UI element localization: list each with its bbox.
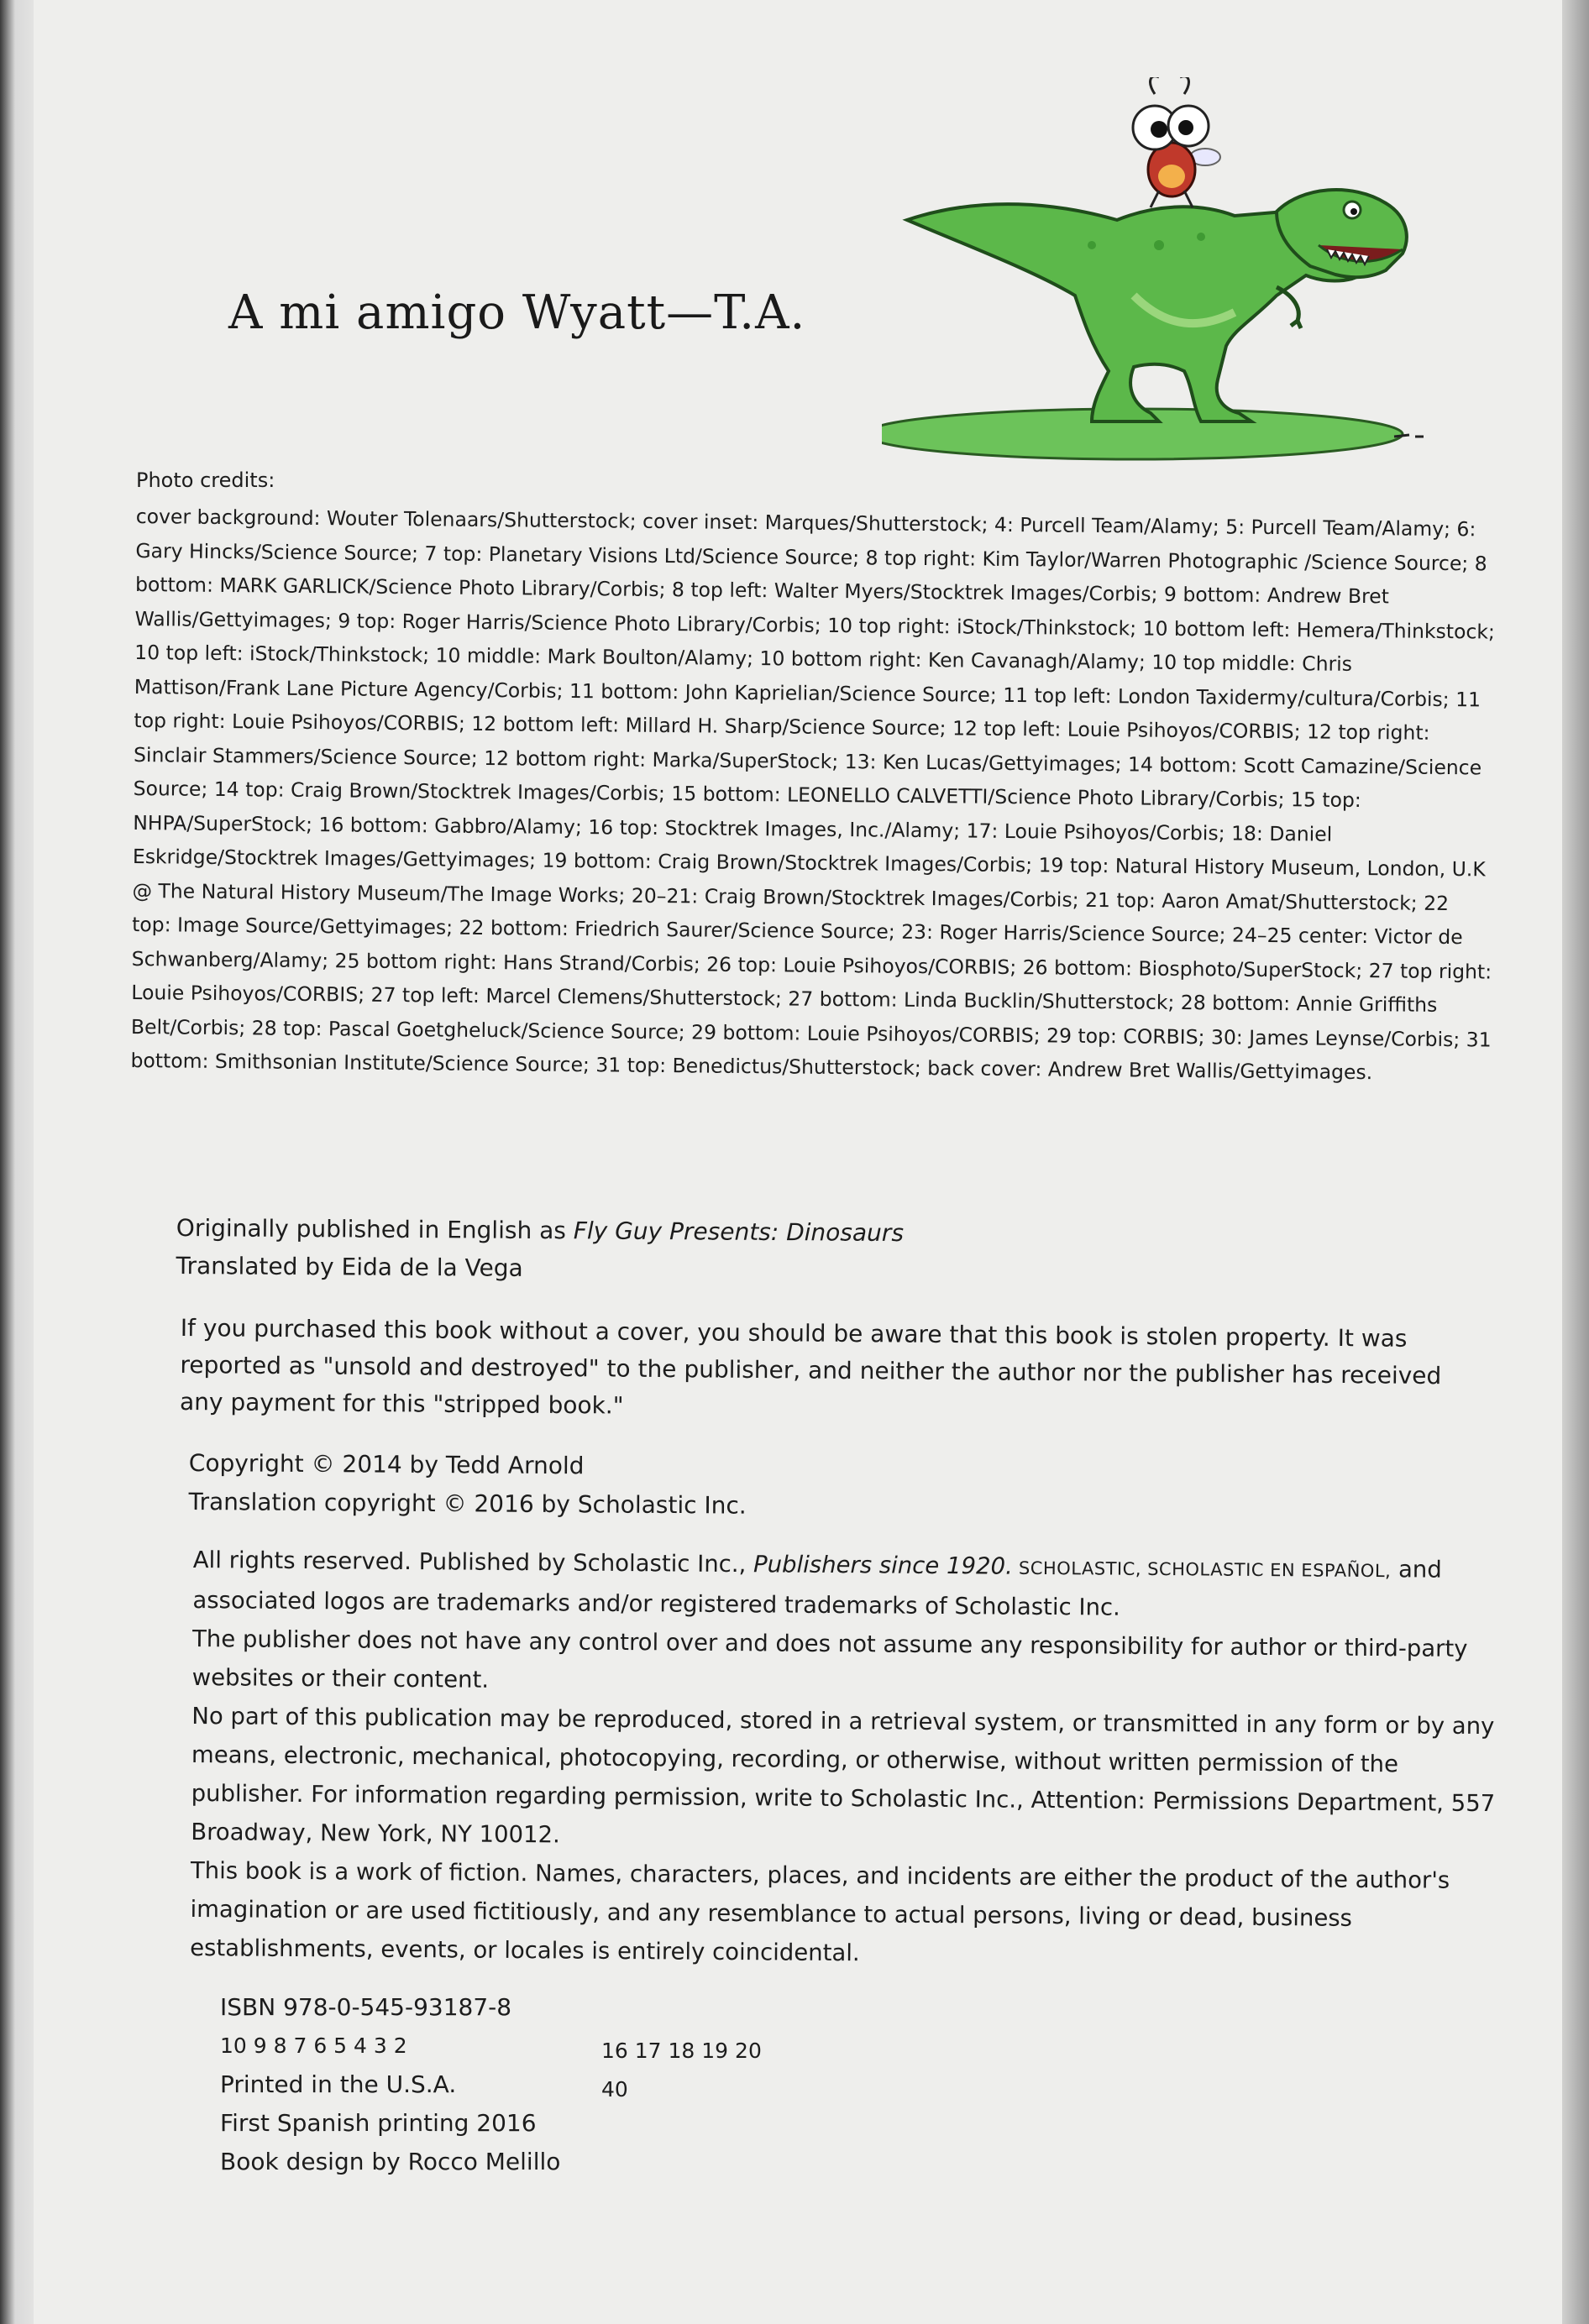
original-publication-line <box>176 1209 904 1252</box>
original-title: Fly Guy Presents: Dinosaurs <box>573 1217 905 1248</box>
rights-p1-italic: Publishers since 1920. <box>753 1551 1013 1580</box>
copyright-block <box>188 1444 747 1526</box>
rights-paragraph-3: No part of this publication may be reproduced, stored in a retrieval system, or transmitted in any form or by any means, electronic, mechanical, photocopying, recording, or otherwise, without written permission of the publisher. For information regarding permission, write to Scholastic Inc., Attention: Permissions Department, 557 Broadway, New York, NY 10012. <box>191 1702 1496 1849</box>
dedication: A mi amigo Wyatt—T.A. <box>228 285 806 340</box>
rights-p1-caps: SCHOLASTIC, SCHOLASTIC EN ESPAÑOL, <box>1012 1557 1392 1582</box>
book-page <box>34 0 1562 2324</box>
publishing-codes <box>601 2032 762 2109</box>
stripped-book-notice: If you purchased this book without a cover, you should be aware that this book is stolen property. It was reported as "unsold and destroyed" to the publisher, and neither the author nor the publisher has received any payment for this "stripped book." <box>179 1313 1442 1420</box>
rights-paragraph-4: This book is a work of fiction. Names, characters, places, and incidents are either the product of the author's imagination or are used fictitiously, and any resemblance to actual persons, living or dead, business establishments, events, or locales is entirely coincidental. <box>190 1856 1450 1967</box>
translator-line: Translated by Eida de la Vega <box>176 1251 523 1282</box>
photo-credits-heading: Photo credits: <box>136 468 275 492</box>
translation-copyright-line: Translation copyright © 2016 by Scholastic Inc. <box>188 1487 747 1520</box>
first-printing: First Spanish printing 2016 <box>220 2109 537 2137</box>
original-publication <box>176 1209 904 1290</box>
print-number-line: 10 9 8 7 6 5 4 3 2 <box>220 2034 407 2058</box>
fly-guy-trex-illustration <box>882 77 1436 463</box>
printer-code: 40 <box>601 2077 628 2102</box>
book-design: Book design by Rocco Melillo <box>220 2148 561 2175</box>
rights-p1-trademark: and associated logos are trademarks and/or registered trademarks of Scholastic Inc. <box>192 1556 1442 1621</box>
original-prefix: Originally published in English as <box>176 1213 574 1245</box>
rights-paragraph-1 <box>192 1541 1503 1630</box>
fly-guy <box>1133 77 1220 207</box>
rights-p1-text: All rights reserved. Published by Scholastic Inc., <box>192 1546 754 1578</box>
publishing-info <box>220 1988 560 2181</box>
year-line: 16 17 18 19 20 <box>601 2039 762 2063</box>
ground-dash <box>1394 435 1424 437</box>
isbn: ISBN 978-0-545-93187-8 <box>220 1993 512 2021</box>
photo-credits-text: cover background: Wouter Tolenaars/Shutterstock; cover inset: Marques/Shutterstock; 4: Purcell Team/Alamy; 5: Purcell Team/Alamy; 6: Gary Hincks/Science Source; 7 top: Planetary Visions Ltd/Science Source; 8 top right: Kim Taylor/Warren Photographic /Science Source; 8 bottom: MARK GARLICK/Science Photo Library/Corbis; 8 top left: Walter Myers/Stocktrek Images/Corbis; 9 bottom: Andrew Bret Wallis/Gettyimages; 9 top: Roger Harris/Science Photo Library/Corbis; 10 top right: iStock/Thinkstock; 10 bottom left: Hemera/Thinkstock; 10 top left: iStock/Thinkstock; 10 middle: Mark Boulton/Alamy; 10 bottom right: Ken Cavanagh/Alamy; 10 top middle: Chris Mattison/Frank Lane Picture Agency/Corbis; 11 bottom: John Kaprielian/Science Source; 11 top left: London Taxidermy/cultura/Corbis; 11 top right: Louie Psihoyos/CORBIS; 12 bottom left: Millard H. Sharp/Science Source; 12 top left: Louie Psihoyos/CORBIS; 12 top right: Sinclair Stammers/Science Source; 12 bottom right: Marka/SuperStock; 13: Ken Lucas/Gettyimages; 14 bottom: Scott Camazine/Science Source; 14 top: Craig Brown/Stocktrek Images/Corbis; 15 bottom: LEONELLO CALVETTI/Science Photo Library/Corbis; 15 top: NHPA/SuperStock; 16 bottom: Gabbro/Alamy; 16 top: Stocktrek Images, Inc./Alamy; 17: Louie Psihoyos/Corbis; 18: Daniel Eskridge/Stocktrek Images/Gettyimages; 19 bottom: Craig Brown/Stocktrek Images/Corbis; 19 top: Natural History Museum, London, U.K @ The Natural History Museum/The Image Works; 20–21: Craig Brown/Stocktrek Images/Corbis; 21 top: Aaron Amat/Shutterstock; 22 top: Image Source/Gettyimages; 22 bottom: Friedrich Saurer/Science Source; 23: Roger Harris/Science Source; 24–25 center: Victor de Schwanberg/Alamy; 25 bottom right: Hans Strand/Corbis; 26 top: Louie Psihoyos/CORBIS; 26 bottom: Biosphoto/SuperStock; 27 top right: Louie Psihoyos/CORBIS; 27 top left: Marcel Clemens/Shutterstock; 27 bottom: Linda Bucklin/Shutterstock; 28 bottom: Annie Griffiths Belt/Corbis; 28 top: Pascal Goetgheluck/Science Source; 29 bottom: Louie Psihoyos/CORBIS; 29 top: CORBIS; 30: James Leynse/Corbis; 31 bottom: Smithsonian Institute/Science Source; 31 top: Benedictus/Shutterstock; back cover: Andrew Bret Wallis/Gettyimages. <box>130 504 1496 1085</box>
copyright-line: Copyright © 2014 by Tedd Arnold <box>188 1448 585 1480</box>
printed-in: Printed in the U.S.A. <box>220 2070 457 2098</box>
rights-block <box>190 1541 1503 1977</box>
rights-paragraph-2: The publisher does not have any control over and does not assume any responsibility for author or third-party websites or their content. <box>191 1625 1468 1693</box>
